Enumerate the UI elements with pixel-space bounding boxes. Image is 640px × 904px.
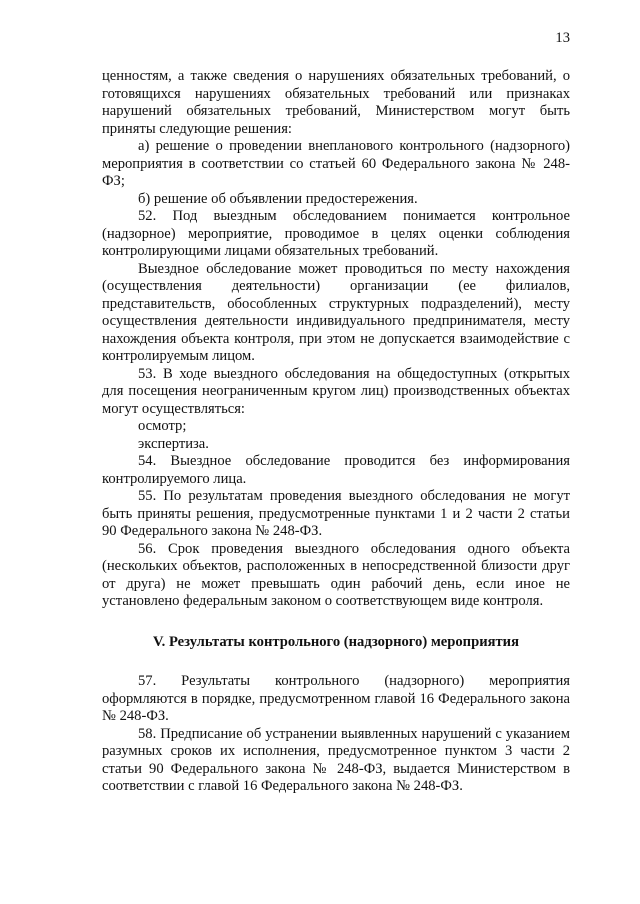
paragraph-expertise: экспертиза.: [138, 435, 209, 452]
paragraph-52: 52. Под выездным обследованием понимается контрольное (надзорное) мероприятие, проводимое в целях оценки соблюдения контролирующими лицами обязательных требований.: [102, 208, 570, 259]
document-body: [102, 68, 570, 796]
paragraph-53: 53. В ходе выездного обследования на общедоступных (открытых для посещения неограниченным кругом лиц) производственных объектах могут осуществляться:: [102, 365, 570, 417]
paragraph-decision-a: а) решение о проведении внепланового контрольного (надзорного) мероприятия в соответствии со статьей 60 Федерального закона № 248-ФЗ;: [102, 138, 570, 189]
paragraph-54: 54. Выездное обследование проводится без информирования контролируемого лица.: [102, 453, 570, 487]
paragraph-52-location: Выездное обследование может проводиться по месту нахождения (осуществления деятельности) организации (ее филиалов, представительств, обособленных структурных подразделений), месту осуществления деятельности индивидуального предпринимателя, месту нахождения объекта контроля, при этом не допускается взаимодействие с контролируемым лицом.: [102, 260, 570, 364]
paragraph-58: 58. Предписание об устранении выявленных нарушений с указанием разумных сроков их исполнения, предусмотренное пунктом 3 части 2 статьи 90 Федерального закона № 248-ФЗ, выдается Министерством в соответствии с главой 16 Федерального закона № 248-ФЗ.: [102, 725, 570, 794]
paragraph-57: 57. Результаты контрольного (надзорного) мероприятия оформляются в порядке, предусмотренном главой 16 Федерального закона № 248-ФЗ.: [102, 673, 570, 724]
page-number: 13: [555, 30, 570, 46]
paragraph-inspection: осмотр;: [138, 418, 187, 434]
paragraph-56: 56. Срок проведения выездного обследования одного объекта (нескольких объектов, расположенных в непосредственной близости друг от друга) не может превышать один рабочий день, если иное не установлено федеральным законом о соответствующем виде контроля.: [102, 540, 570, 609]
paragraph-55: 55. По результатам проведения выездного обследования не могут быть приняты решения, предусмотренные пунктами 1 и 2 части 2 статьи 90 Федерального закона № 248-ФЗ.: [102, 488, 570, 539]
section-heading: V. Результаты контрольного (надзорного) мероприятия: [152, 633, 519, 650]
paragraph-decision-b: б) решение об объявлении предостережения.: [138, 190, 418, 207]
paragraph-continuation: ценностям, а также сведения о нарушениях обязательных требований, о готовящихся нарушениях обязательных требований или признаках нарушений обязательных требований, Министерством могут быть приняты следующие решения:: [102, 68, 570, 137]
